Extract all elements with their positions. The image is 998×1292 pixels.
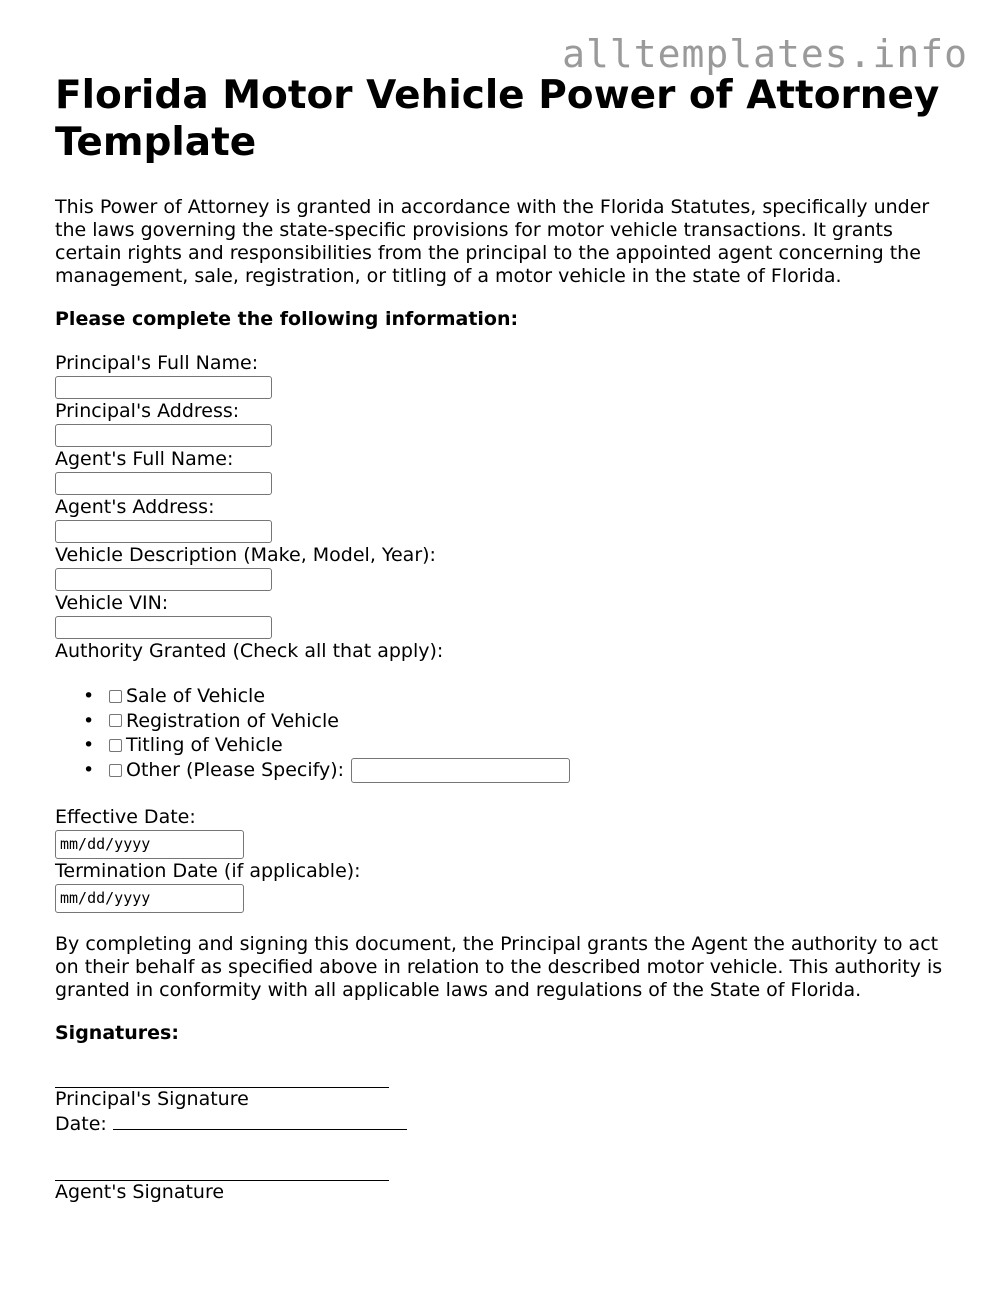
agent-signature-line[interactable]: [55, 1160, 389, 1181]
effective-date-placeholder: mm/dd/yyyy: [60, 835, 151, 853]
vehicle-description-input[interactable]: [55, 568, 272, 591]
principal-signature-block: [55, 1067, 945, 1136]
page-title: Florida Motor Vehicle Power of Attorney Template: [55, 73, 940, 165]
authority-option-registration: [85, 709, 945, 734]
principal-name-label: Principal's Full Name:: [55, 352, 259, 374]
watermark: alltemplates.info: [562, 32, 968, 76]
authority-label: Authority Granted (Check all that apply):: [55, 640, 444, 662]
instruction-heading: Please complete the following information:: [55, 308, 519, 330]
vehicle-vin-label: Vehicle VIN:: [55, 592, 169, 614]
bullet-icon: •: [83, 758, 95, 781]
titling-label: Titling of Vehicle: [126, 734, 283, 756]
agent-signature-label: Agent's Signature: [55, 1180, 225, 1203]
effective-date-label: Effective Date:: [55, 805, 196, 828]
agent-name-label: Agent's Full Name:: [55, 448, 234, 470]
bullet-icon: •: [83, 709, 95, 732]
intro-paragraph: This Power of Attorney is granted in accordance with the Florida Statutes, specifically under the laws governing the state-specific provisions for motor vehicle transactions. It grants certain rights and responsibilities from the principal to the appointed agent concerning the management, sale, registration, or titling of a motor vehicle in the state of Florida.: [55, 196, 930, 287]
other-label: Other (Please Specify):: [126, 758, 345, 781]
principal-signature-line[interactable]: [55, 1067, 389, 1088]
other-checkbox[interactable]: [109, 764, 122, 777]
form-fields: [55, 351, 945, 664]
registration-label: Registration of Vehicle: [126, 709, 339, 732]
signature-date-row: [55, 1111, 945, 1136]
signature-date-label: Date:: [55, 1112, 107, 1135]
sale-checkbox[interactable]: [109, 690, 122, 703]
vehicle-vin-input[interactable]: [55, 616, 272, 639]
agent-address-label: Agent's Address:: [55, 496, 215, 518]
bullet-icon: •: [83, 685, 95, 707]
agent-address-input[interactable]: [55, 520, 272, 543]
registration-checkbox[interactable]: [109, 714, 122, 727]
other-specify-input[interactable]: [351, 758, 570, 783]
sale-label: Sale of Vehicle: [126, 685, 266, 707]
principal-address-input[interactable]: [55, 424, 272, 447]
effective-date-input[interactable]: [55, 830, 244, 859]
principal-address-label: Principal's Address:: [55, 400, 240, 422]
termination-date-label: Termination Date (if applicable):: [55, 859, 361, 882]
termination-date-placeholder: mm/dd/yyyy: [60, 889, 151, 907]
closing-paragraph: By completing and signing this document, the Principal grants the Agent the authority to act on their behalf as specified above in relation to the described motor vehicle. This authority is granted in conformity with all applicable laws and regulations of the State of Florida.: [55, 932, 943, 1001]
vehicle-description-label: Vehicle Description (Make, Model, Year):: [55, 544, 436, 566]
principal-name-input[interactable]: [55, 376, 272, 399]
titling-checkbox[interactable]: [109, 739, 122, 752]
agent-name-input[interactable]: [55, 472, 272, 495]
signatures-heading: Signatures:: [55, 1021, 179, 1044]
signature-date-line[interactable]: [113, 1111, 407, 1130]
principal-signature-label: Principal's Signature: [55, 1087, 249, 1110]
authority-option-sale: [85, 684, 945, 709]
termination-date-input[interactable]: [55, 884, 244, 913]
authority-option-titling: [85, 733, 945, 758]
authority-options: [55, 684, 945, 783]
date-fields: [55, 805, 945, 913]
agent-signature-block: [55, 1160, 945, 1204]
authority-option-other: [85, 758, 945, 783]
document: [55, 72, 945, 1204]
bullet-icon: •: [83, 734, 95, 756]
